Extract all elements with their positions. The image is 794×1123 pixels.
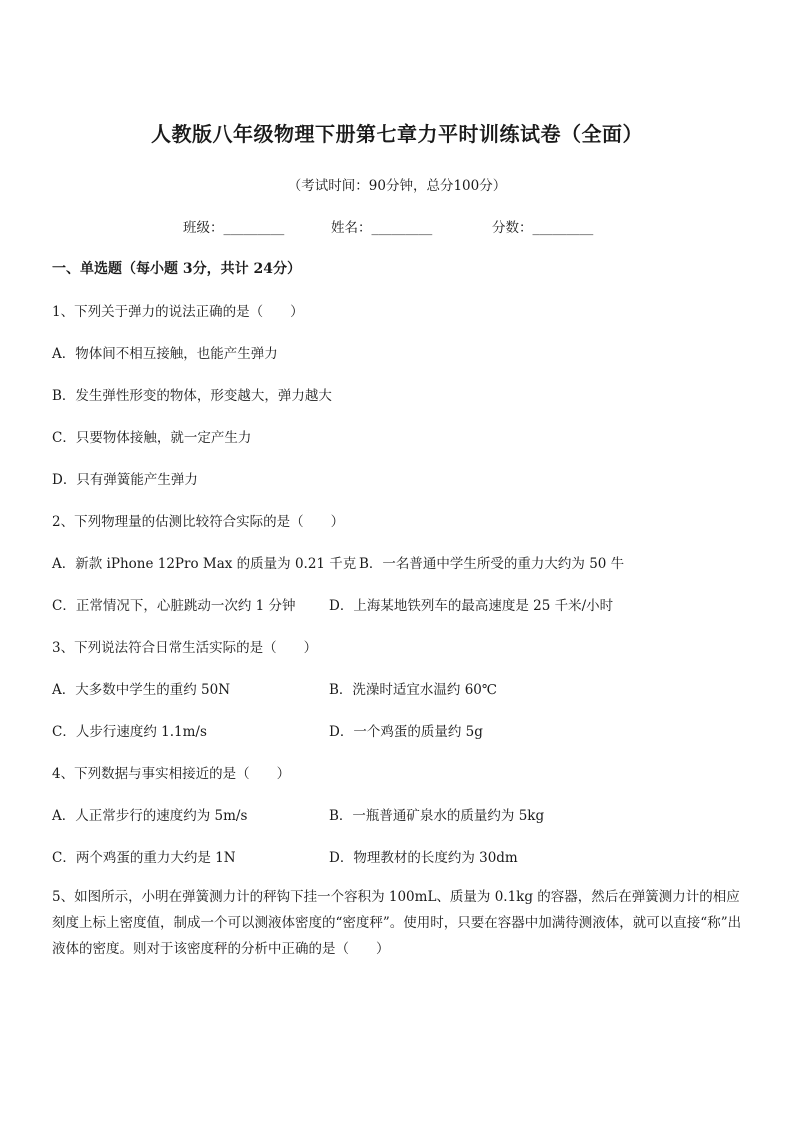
- question-stem-4: 4、下列数据与事实相接近的是（ ）: [52, 766, 291, 782]
- option-2c[interactable]: C．正常情况下，心脏跳动一次约 1 分钟: [52, 598, 296, 614]
- section-heading: 一、单选题（每小题 3分，共计 24分）: [52, 261, 301, 277]
- name-field[interactable]: 姓名：_________: [331, 220, 433, 236]
- option-3d[interactable]: D．一个鸡蛋的质量约 5g: [329, 724, 483, 740]
- option-4d[interactable]: D．物理教材的长度约为 30dm: [329, 850, 518, 866]
- option-4c[interactable]: C．两个鸡蛋的重力大约是 1N: [52, 850, 236, 866]
- exam-title: 人教版八年级物理下册第七章力平时训练试卷（全面）: [151, 122, 643, 146]
- option-2d[interactable]: D．上海某地铁列车的最高速度是 25 千米/小时: [329, 598, 614, 614]
- option-1d[interactable]: D．只有弹簧能产生弹力: [52, 472, 198, 488]
- question-stem-2: 2、下列物理量的估测比较符合实际的是（ ）: [52, 514, 345, 530]
- option-1b[interactable]: B．发生弹性形变的物体，形变越大，弹力越大: [52, 388, 332, 404]
- class-field[interactable]: 班级：_________: [183, 220, 285, 236]
- question-stem-1: 1、下列关于弹力的说法正确的是（ ）: [52, 304, 304, 320]
- option-4b[interactable]: B．一瓶普通矿泉水的质量约为 5kg: [329, 808, 545, 824]
- option-3a[interactable]: A．大多数中学生的重约 50N: [52, 682, 231, 698]
- question-stem-5: 5、如图所示，小明在弹簧测力计的秤钩下挂一个容积为 100mL、质量为 0.1kg 的容器，然后在弹簧测力计的相应刻度上标上密度值，制成一个可以测液体密度的“密度秤”。使用时，只要在容器中加满待测液体，就可以直接“称”出液体的密度。则对于该密度秤的分析中正确的是（ ）: [52, 889, 742, 957]
- option-3c[interactable]: C．人步行速度约 1.1m/s: [52, 724, 207, 740]
- score-field[interactable]: 分数：_________: [492, 220, 594, 236]
- exam-time-info: （考试时间：90分钟，总分100分）: [287, 178, 507, 194]
- question-stem-3: 3、下列说法符合日常生活实际的是（ ）: [52, 640, 318, 656]
- option-3b[interactable]: B．洗澡时适宜水温约 60℃: [329, 682, 497, 698]
- option-1a[interactable]: A．物体间不相互接触，也能产生弹力: [52, 346, 278, 362]
- option-1c[interactable]: C．只要物体接触，就一定产生力: [52, 430, 252, 446]
- option-2a[interactable]: A．新款 iPhone 12Pro Max 的质量为 0.21 千克: [52, 556, 357, 572]
- option-2b[interactable]: B．一名普通中学生所受的重力大约为 50 牛: [359, 556, 625, 572]
- option-4a[interactable]: A．人正常步行的速度约为 5m/s: [52, 808, 248, 824]
